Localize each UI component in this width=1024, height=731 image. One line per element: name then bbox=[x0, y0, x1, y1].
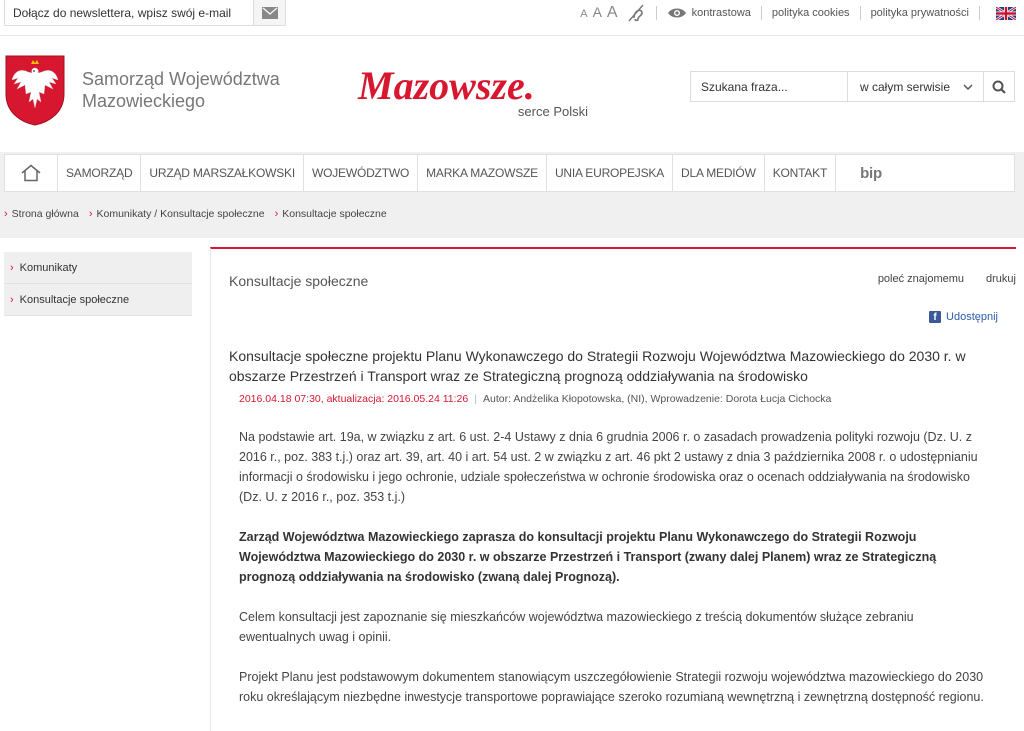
article-paragraph-lead: Zarząd Województwa Mazowieckiego zaprasza do konsultacji projektu Planu Wykonawczego do Strategii Rozwoju Województwa Mazowieckiego do 2030 r. w obszarze Przestrzeń i Transport (zwany dalej Planem) wraz ze Strategiczną prognozą oddziaływania na środowisko (zwaną dalej Prognozą). bbox=[239, 530, 937, 584]
divider bbox=[979, 6, 980, 20]
nav-item-marka-mazowsze[interactable]: MARKA MAZOWSZE bbox=[418, 155, 547, 191]
facebook-icon: f bbox=[929, 311, 941, 323]
nav-item-urzad-marszalkowski[interactable]: URZĄD MARSZAŁKOWSKI bbox=[141, 155, 304, 191]
chevron-right-icon: › bbox=[10, 293, 14, 306]
article-author: Autor: Andżelika Kłopotowska, (NI), Wprowadzenie: Dorota Łucja Cichocka bbox=[482, 393, 832, 405]
article-paragraph: Na podstawie art. 19a, w związku z art. 6 ust. 2-4 Ustawy z dnia 6 grudnia 2006 r. o zasadach prowadzenia polityki rozwoju (Dz. U. z 2016 r., poz. 383 t.j.) oraz art. 39, art. 40 i art. 54 ust. 2 w związku z art. 46 pkt 2 ustawy z dnia 3 października 2008 r. o udostępnianiu informacji o środowisku i jego ochronie, udziale społeczeństwa w ochronie środowiska oraz o ocenach oddziaływania na środowisko (Dz. U. z 2016 r., poz. 353 t.j.) bbox=[239, 430, 978, 504]
article-date: 2016.04.18 07:30, aktualizacja: 2016.05.24 11:26 bbox=[239, 393, 469, 405]
section-title: Konsultacje społeczne bbox=[229, 273, 369, 289]
chevron-right-icon: › bbox=[4, 208, 8, 220]
breadcrumb bbox=[4, 208, 387, 220]
font-size-small[interactable]: A bbox=[580, 8, 588, 20]
breadcrumb-label: Strona główna bbox=[11, 208, 79, 220]
nav-item-samorzad[interactable]: SAMORZĄD bbox=[58, 155, 141, 191]
accessibility-links bbox=[580, 0, 1024, 26]
contrast-link[interactable]: kontrastowa bbox=[691, 7, 751, 19]
home-icon bbox=[20, 164, 42, 182]
nav-item-unia-europejska[interactable]: UNIA EUROPEJSKA bbox=[547, 155, 673, 191]
sidebar-item-konsultacje[interactable] bbox=[4, 284, 192, 316]
article-meta bbox=[239, 393, 831, 405]
chevron-right-icon: › bbox=[10, 261, 14, 274]
main-navigation bbox=[4, 154, 1015, 192]
recommend-link[interactable]: poleć znajomemu bbox=[877, 273, 965, 285]
chevron-right-icon: › bbox=[274, 208, 279, 220]
hearing-loop-icon[interactable] bbox=[626, 4, 646, 22]
article-title: Konsultacje społeczne projektu Planu Wykonawczego do Strategii Rozwoju Województwa Mazowieckiego do 2030 r. w obszarze Przestrzeń i Transport wraz ze Strategiczną prognozą oddziaływania na środowisko bbox=[229, 348, 966, 384]
english-flag-icon[interactable] bbox=[996, 7, 1016, 20]
organization-name-line1: Samorząd Województwa bbox=[82, 69, 280, 89]
font-size-medium[interactable]: A bbox=[592, 4, 602, 20]
sidebar-item-komunikaty[interactable] bbox=[4, 252, 192, 284]
nav-item-kontakt[interactable]: KONTAKT bbox=[765, 155, 836, 191]
font-size-large[interactable]: A bbox=[606, 4, 618, 21]
article-body bbox=[239, 427, 991, 727]
brand-tagline: serce Polski bbox=[517, 104, 588, 119]
divider bbox=[761, 6, 762, 20]
cookies-policy-link[interactable]: polityka cookies bbox=[771, 7, 850, 19]
search-scope-value: w całym serwisie bbox=[860, 79, 951, 94]
sidebar-item-label: Konsultacje społeczne bbox=[19, 293, 130, 306]
privacy-policy-link[interactable]: polityka prywatności bbox=[870, 7, 969, 19]
eye-icon bbox=[667, 7, 687, 19]
search-button[interactable] bbox=[984, 72, 1014, 101]
search-scope-select[interactable] bbox=[848, 72, 984, 101]
sidebar-item-label: Komunikaty bbox=[19, 261, 78, 274]
chevron-down-icon bbox=[963, 84, 973, 90]
brand-wordmark: Mazowsze. bbox=[358, 63, 535, 108]
organization-name-line2: Mazowieckiego bbox=[82, 91, 206, 111]
sidebar bbox=[4, 252, 192, 316]
font-size-switcher bbox=[580, 4, 617, 22]
newsletter-submit-button[interactable] bbox=[253, 0, 285, 25]
top-bar bbox=[0, 0, 1024, 36]
divider bbox=[656, 6, 657, 20]
breadcrumb-item[interactable] bbox=[4, 208, 79, 220]
newsletter-form bbox=[4, 0, 286, 26]
search-input[interactable] bbox=[691, 72, 848, 101]
search-form bbox=[690, 71, 1015, 102]
envelope-icon bbox=[262, 7, 278, 19]
breadcrumb-label: Konsultacje społeczne bbox=[282, 208, 387, 220]
nav-item-dla-mediow[interactable]: DLA MEDIÓW bbox=[673, 155, 765, 191]
breadcrumb-item[interactable] bbox=[89, 208, 265, 220]
article-paragraph: Projekt Planu jest podstawowym dokumentem stanowiącym uszczegółowienie Strategii rozwoju województwa mazowieckiego do 2030 roku określającym niezbędne inwestycje transportowe poprawiające szeroko rozumianą wewnętrzną i zewnętrzną dostępność regionu. bbox=[239, 670, 984, 704]
divider: | bbox=[474, 393, 477, 405]
home-button[interactable] bbox=[5, 155, 58, 191]
breadcrumb-label: Komunikaty / Konsultacje społeczne bbox=[96, 208, 265, 220]
bip-link[interactable]: bip bbox=[860, 164, 882, 182]
search-icon bbox=[992, 80, 1006, 94]
divider bbox=[860, 6, 861, 20]
chevron-right-icon: › bbox=[88, 208, 93, 220]
share-label: Udostępnij bbox=[946, 311, 998, 323]
site-header bbox=[0, 36, 1024, 152]
article-tools bbox=[878, 273, 1016, 285]
nav-item-wojewodztwo[interactable]: WOJEWÓDZTWO bbox=[304, 155, 418, 191]
mazowsze-brand-logo[interactable] bbox=[358, 64, 606, 120]
facebook-share-button[interactable] bbox=[929, 311, 998, 323]
coat-of-arms-logo[interactable] bbox=[4, 54, 66, 126]
main-content bbox=[210, 247, 1016, 731]
breadcrumb-item[interactable] bbox=[275, 208, 387, 220]
navigation-area bbox=[0, 152, 1024, 238]
print-link[interactable]: drukuj bbox=[986, 273, 1016, 285]
article-paragraph: Celem konsultacji jest zapoznanie się mieszkańców województwa mazowieckiego z treścią dokumentów służące zebraniu ewentualnych uwag i opinii. bbox=[239, 610, 914, 644]
newsletter-email-input[interactable] bbox=[5, 0, 255, 25]
organization-name[interactable] bbox=[82, 68, 280, 112]
